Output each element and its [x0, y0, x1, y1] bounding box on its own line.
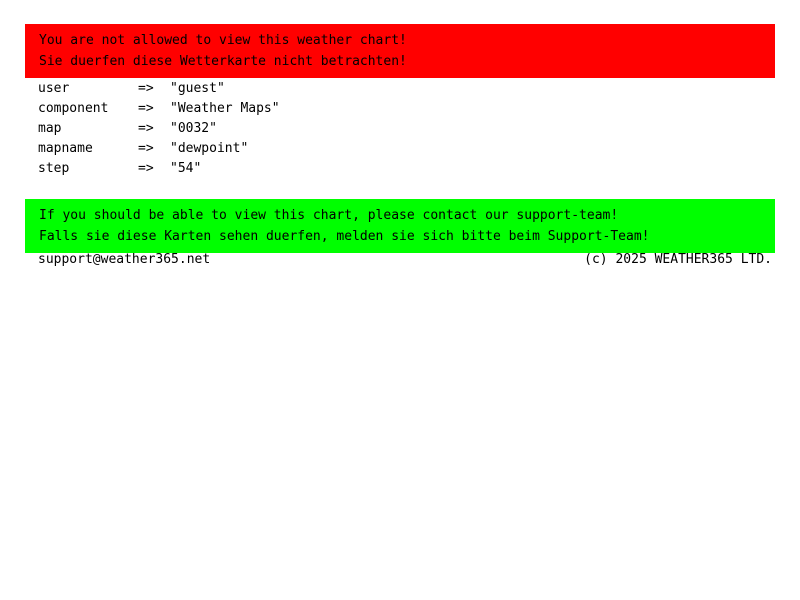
parameter-row [38, 139, 768, 159]
parameter-key: mapname [38, 141, 93, 156]
arrow-glyph: => [138, 141, 154, 156]
error-message-en: You are not allowed to view this weather chart! [39, 33, 407, 48]
arrow-glyph: => [138, 101, 154, 116]
support-message-de: Falls sie diese Karten sehen duerfen, melden sie sich bitte beim Support-Team! [39, 229, 650, 244]
copyright-notice: (c) 2025 WEATHER365 LTD. [584, 252, 772, 267]
parameter-value: "dewpoint" [170, 141, 249, 156]
parameter-key: user [38, 81, 70, 96]
parameter-key: map [38, 121, 62, 136]
parameter-value: "Weather Maps" [170, 101, 280, 116]
parameter-value: "0032" [170, 121, 217, 136]
support-banner [25, 199, 775, 253]
parameter-row [38, 79, 768, 99]
parameter-key: component [38, 101, 109, 116]
parameter-row [38, 159, 768, 179]
support-email-link[interactable]: support@weather365.net [38, 252, 211, 267]
error-banner [25, 24, 775, 78]
arrow-glyph: => [138, 121, 154, 136]
parameter-value: "guest" [170, 81, 225, 96]
error-message-de: Sie duerfen diese Wetterkarte nicht betrachten! [39, 54, 407, 69]
parameter-list [38, 79, 768, 179]
parameter-key: step [38, 161, 70, 176]
arrow-glyph: => [138, 161, 154, 176]
support-message-en: If you should be able to view this chart, please contact our support-team! [39, 208, 619, 223]
page-footer [38, 251, 772, 269]
parameter-row [38, 119, 768, 139]
parameter-row [38, 99, 768, 119]
arrow-glyph: => [138, 81, 154, 96]
parameter-value: "54" [170, 161, 202, 176]
